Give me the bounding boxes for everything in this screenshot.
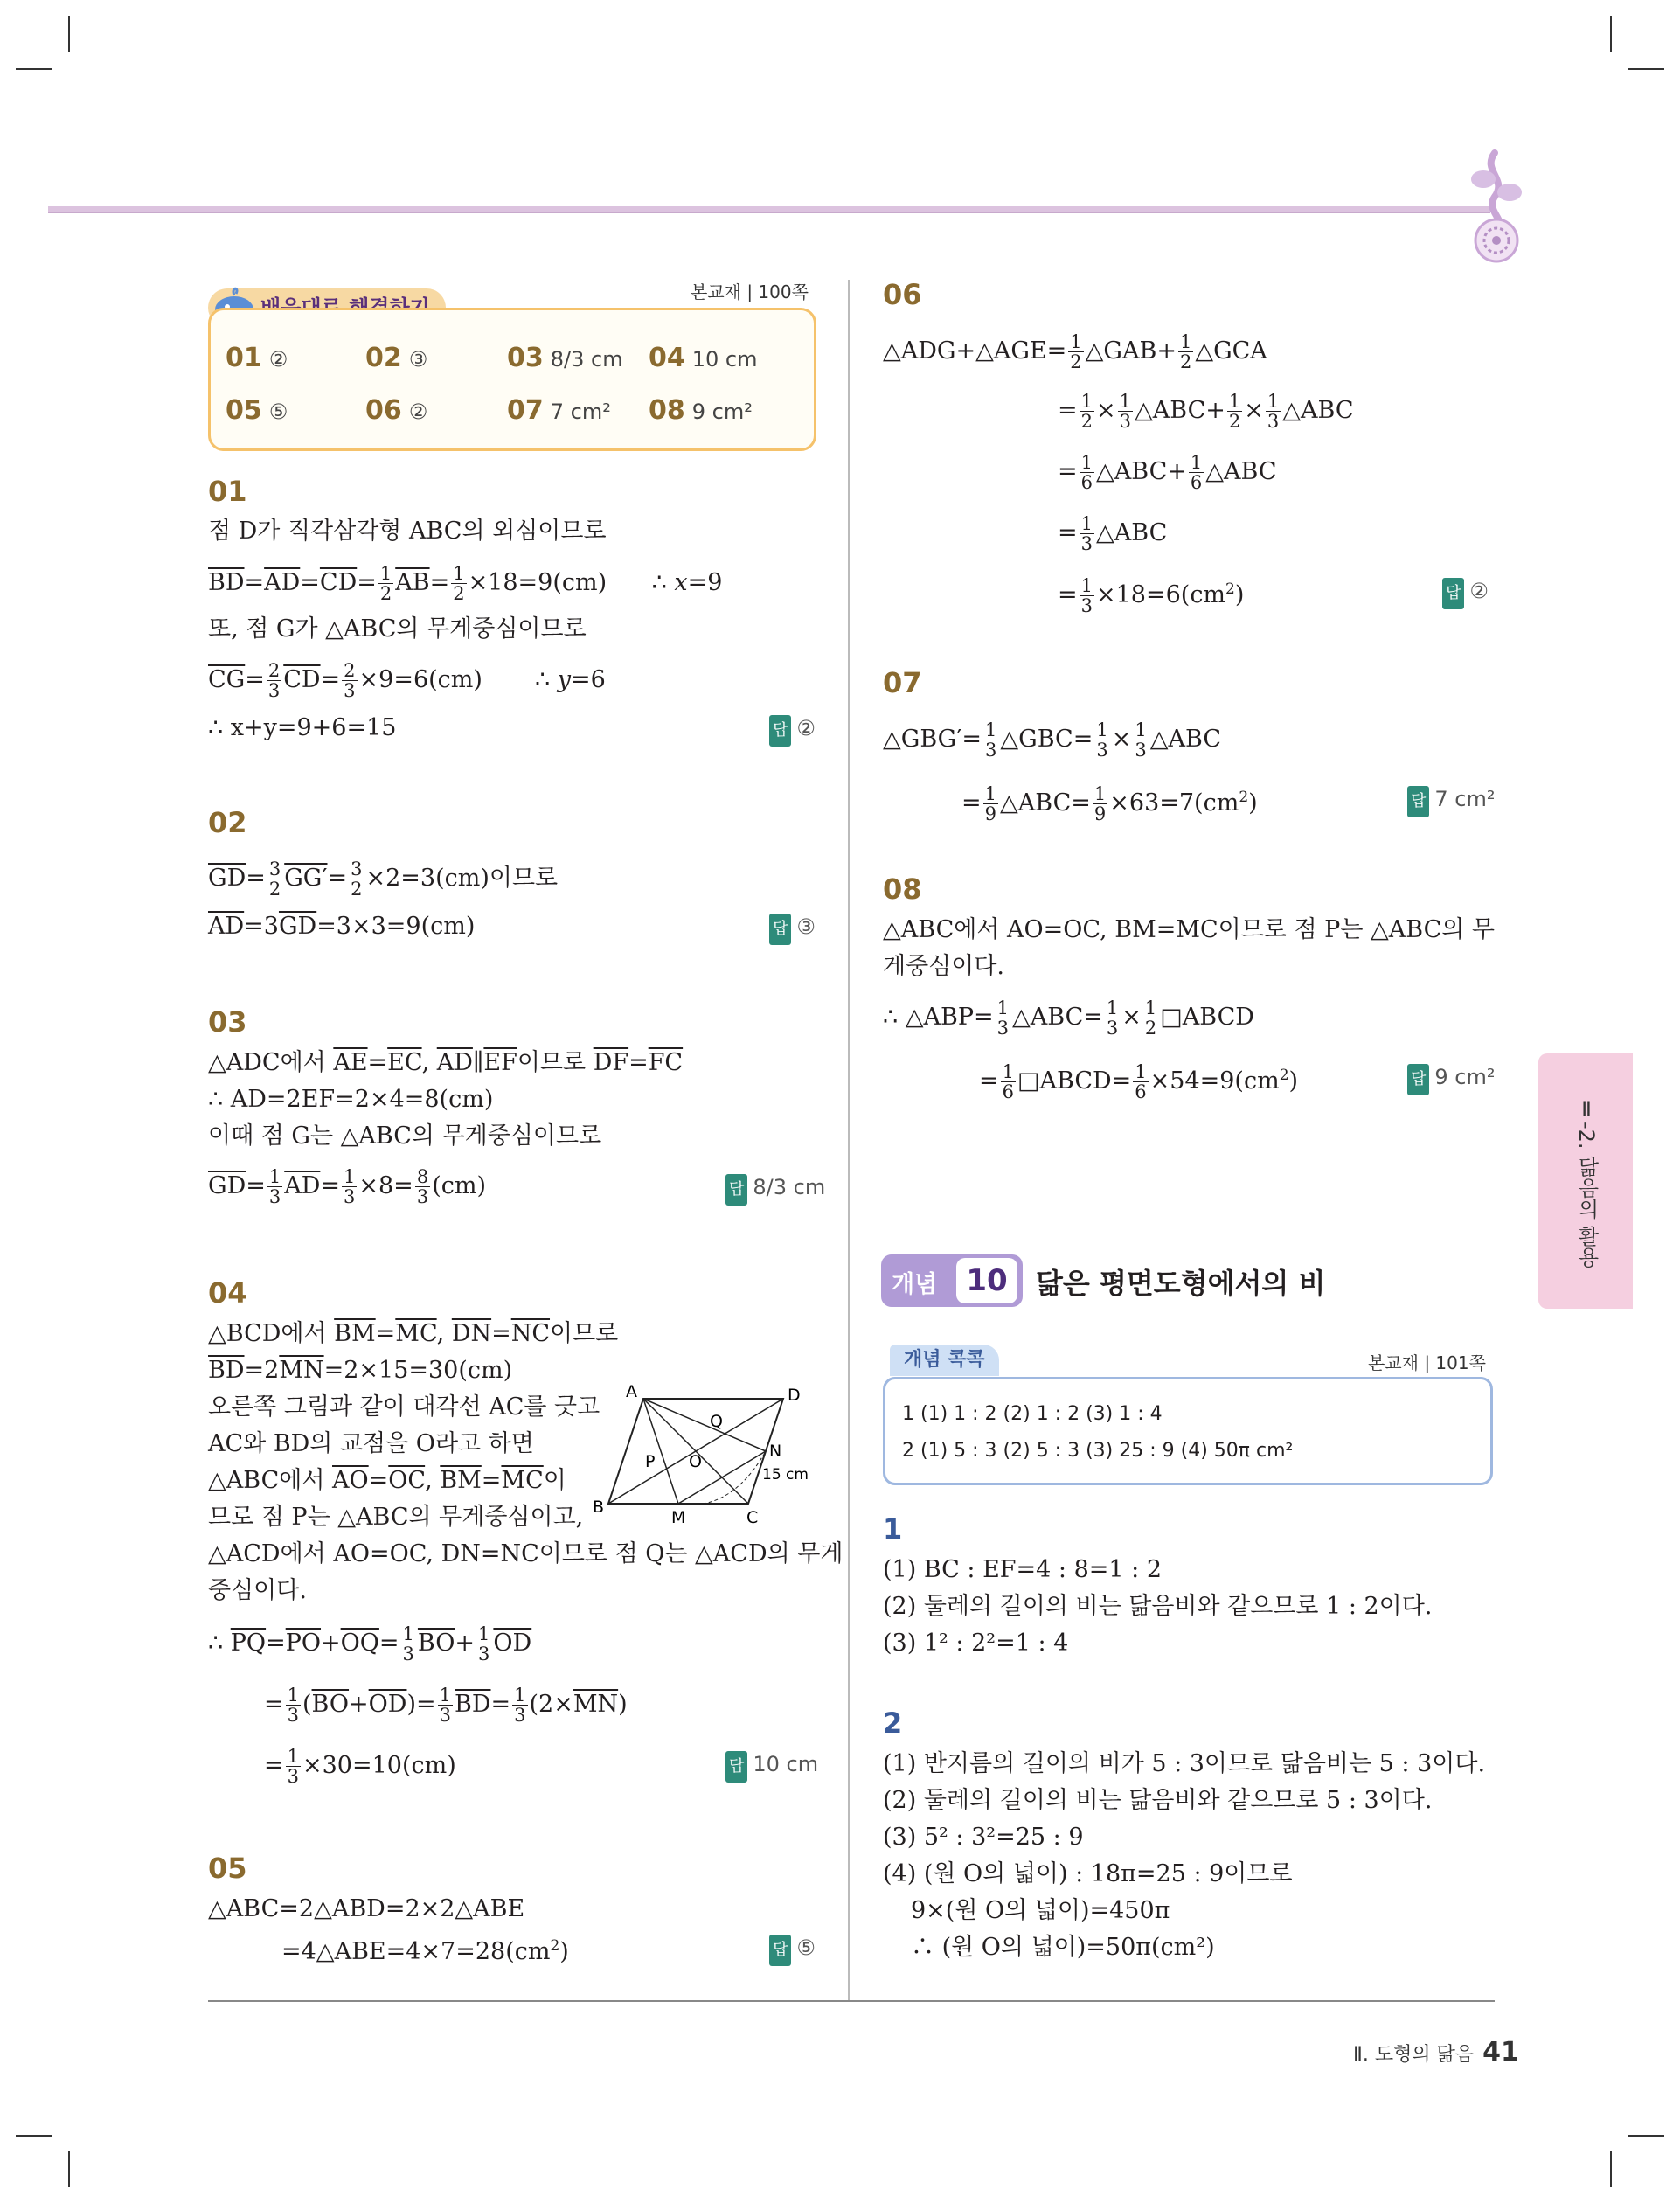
concept-answer-row: 2 (1) 5 : 3 (2) 5 : 3 (3) 25 : 9 (4) 50π cm² (902, 1440, 1294, 1462)
summary-item: 06 ② (365, 395, 428, 426)
formula-line: △GBG′= $\frac{1}{3}$ △GBC= $\frac{1}{3}$ × $\frac{1}{3}$ △ABC (883, 719, 1221, 761)
solution-line: △ACD에서 AO=OC, DN=NC이므로 점 Q는 △ACD의 무게 (208, 1540, 843, 1567)
solution-number: 06 (883, 278, 922, 311)
solution-line: (1) 반지름의 길이의 비가 5 : 3이므로 닮음비는 5 : 3이다. (883, 1750, 1486, 1777)
bottom-rule (208, 2000, 1495, 2002)
fig-label-a: A (626, 1382, 637, 1401)
crop-mark (68, 2151, 70, 2187)
answer-icon: 답 (769, 1935, 791, 1966)
formula-line: $\overline{AD}=3\overline{GD}=3\times 3=9(cm)$ (208, 913, 476, 940)
answer-icon: 답 (769, 715, 791, 747)
crop-mark (16, 68, 52, 70)
answer-mark: 답 ⑤ (769, 1932, 816, 1966)
answer-icon: 답 (1407, 1064, 1429, 1095)
concept-page-ref: 본교재 | 101쪽 (1368, 1352, 1486, 1373)
solution-line: ∴ (원 O의 넓이)=50π(cm²) (911, 1934, 1215, 1961)
solution-number: 02 (208, 806, 247, 839)
crop-mark (1628, 68, 1664, 70)
answer-mark: 답 7 cm² (1407, 783, 1495, 817)
page-number: 41 (1482, 2037, 1519, 2067)
summary-item: 04 10 cm (649, 343, 758, 373)
summary-item: 08 9 cm² (649, 395, 753, 426)
concept-badge (881, 1254, 1023, 1307)
formula-line: = $\frac{1}{2}$ × $\frac{1}{3}$ △ABC+ $\frac{1}{2}$ × $\frac{1}{3}$ △ABC (1058, 391, 1354, 432)
fig-label-o: O (689, 1452, 702, 1471)
solution-line: (4) (원 O의 넓이) : 18π=25 : 9이므로 (883, 1860, 1293, 1887)
solution-line: 오른쪽 그림과 같이 대각선 AC를 긋고 (208, 1393, 600, 1421)
formula-line: $\overline{BD}=\overline{AD}=\overline{CD}=$ $\frac{1}{2}$ $\overline{AB}=$ $\frac{1}{2}$ ×18=9(cm) ∴ x=9 (208, 563, 723, 604)
solution-line: 게중심이다. (883, 953, 1004, 980)
formula-line: ∴ $\overline{PQ}=\overline{PO}+\overline{OQ}=$ $\frac{1}{3}$ $\overline{BO}+$ $\frac{1}{3}$ $\overline{OD}$ (208, 1623, 532, 1664)
summary-item: 02 ③ (365, 343, 428, 373)
solution-line: AC와 BD의 교점을 O라고 하면 (208, 1430, 534, 1457)
header-rule-shadow (48, 212, 1490, 213)
answer-mark: 답 ③ (769, 911, 816, 945)
flower-ornament-icon (1455, 144, 1534, 267)
fig-label-c: C (746, 1508, 759, 1527)
fig-label-b: B (593, 1498, 605, 1517)
summary-answer-box (208, 308, 816, 451)
crop-mark (1610, 2151, 1612, 2187)
fig-length-label: 15 cm (762, 1466, 809, 1484)
fig-label-m: M (671, 1508, 686, 1527)
solution-line: (3) 1² : 2²=1 : 4 (883, 1630, 1069, 1657)
answer-icon: 답 (1407, 786, 1429, 817)
summary-item: 03 8/3 cm (507, 343, 623, 373)
solution-number: 03 (208, 1005, 247, 1039)
solution-line: ∴ x+y=9+6=15 (208, 714, 397, 741)
solution-line: 중심이다. (208, 1577, 307, 1604)
formula-line: $\overline{GD}=$ $\frac{3}{2}$ GG′= $\frac{3}{2}$ ×2=3(cm)이므로 (208, 858, 559, 900)
formula-line: = $\frac{1}{3}$ △ABC (1058, 513, 1168, 554)
summary-item: 07 7 cm² (507, 395, 611, 426)
solution-number: 07 (883, 666, 922, 699)
chapter-side-label: Ⅱ-2. 닮음의 활용 (1574, 1097, 1599, 1268)
solution-line: 점 D가 직각삼각형 ABC의 외심이므로 (208, 518, 607, 545)
answer-icon: 답 (1442, 578, 1464, 609)
fig-label-d: D (788, 1386, 801, 1405)
chapter-side-tab (1538, 1053, 1633, 1309)
formula-line: = $\frac{1}{6}$ □ABCD= $\frac{1}{6}$ $\times 54=9(cm^2)$ (979, 1061, 1299, 1102)
concept-title: 닮은 평면도형에서의 비 (1036, 1267, 1326, 1300)
solution-line: 이때 점 G는 △ABC의 무게중심이므로 (208, 1122, 602, 1150)
crop-mark (68, 16, 70, 52)
concept-answer-row: 1 (1) 1 : 2 (2) 1 : 2 (3) 1 : 4 (902, 1403, 1163, 1425)
solution-line: (1) BC : EF=4 : 8=1 : 2 (883, 1556, 1163, 1583)
solution-line: 9×(원 O의 넓이)=450π (911, 1897, 1170, 1924)
formula-line: △ABC에서 $\overline{AO}=\overline{OC}$, $\overline{BM}=\overline{MC}$이 (208, 1467, 566, 1494)
crop-mark (1628, 2135, 1664, 2137)
footer-chapter: Ⅱ. 도형의 닮음 (1353, 2044, 1475, 2066)
page-footer (1353, 2037, 1519, 2067)
concept-label: 개념 (892, 1271, 938, 1298)
formula-line: △ADG+△AGE= $\frac{1}{2}$ △GAB+ $\frac{1}{2}$ △GCA (883, 331, 1267, 372)
formula-line: ∴ △ABP= $\frac{1}{3}$ △ABC= $\frac{1}{3}$ × $\frac{1}{2}$ □ABCD (883, 997, 1254, 1039)
formula-line: $\overline{CG}=$ $\frac{2}{3}$ $\overline{CD}=$ $\frac{2}{3}$ ×9=6(cm) ∴ y=6 (208, 660, 606, 701)
answer-icon: 답 (725, 1751, 747, 1783)
formula-line: = $\frac{1}{3}$ $(\overline{BO}+\overline{OD})=$ $\frac{1}{3}$ $\overline{BD}=$ $\frac{1}{3}$ $(2\times\overline{MN})$ (264, 1685, 628, 1726)
fig-label-p: P (645, 1452, 656, 1471)
answer-icon: 답 (725, 1174, 747, 1206)
answer-icon: 답 (769, 914, 791, 945)
formula-line: = $\frac{1}{9}$ △ABC= $\frac{1}{9}$ $\times 63=7(cm^2)$ (961, 783, 1258, 824)
solution-number: 01 (208, 475, 247, 508)
summary-item: 01 ② (226, 343, 288, 373)
solution-line: (2) 둘레의 길이의 비는 닮음비와 같으므로 5 : 3이다. (883, 1787, 1433, 1814)
formula-line: = $\frac{1}{3}$ $\times 18=6(cm^2)$ (1058, 575, 1245, 616)
solution-line: △ABC에서 AO=OC, BM=MC이므로 점 P는 △ABC의 무 (883, 916, 1496, 943)
formula-line: △ADC에서 $\overline{AE}=\overline{EC}$, $\overline{AD}\parallel\overline{EF}$이므로 $\overline{DF}=\overline{FC}$ (208, 1049, 684, 1076)
summary-item: 05 ⑤ (226, 395, 288, 426)
solution-number: 04 (208, 1276, 247, 1310)
answer-mark: 답 ② (769, 712, 816, 747)
concept-check-badge: 개념 콕콕 (890, 1345, 999, 1376)
crop-mark (16, 2135, 52, 2137)
formula-line: = $\frac{1}{3}$ ×30=10(cm) (264, 1746, 456, 1787)
formula-line: △BCD에서 $\overline{BM}=\overline{MC}$, $\overline{DN}=\overline{NC}$이므로 (208, 1320, 619, 1347)
solution-number: 08 (883, 872, 922, 906)
problem-number: 2 (883, 1706, 903, 1740)
concept-number: 10 (956, 1258, 1017, 1303)
answer-mark: 답 ② (1442, 575, 1489, 609)
fig-label-q: Q (710, 1412, 723, 1431)
solution-line: 므로 점 P는 △ABC의 무게중심이고, (208, 1504, 584, 1531)
formula-line: $\overline{GD}=$ $\frac{1}{3}$ $\overline{AD}=$ $\frac{1}{3}$ ×8= $\frac{8}{3}$ (cm) (208, 1166, 486, 1207)
formula-line: $\overline{BD}=2\overline{MN}=2\times 15=30(cm)$ (208, 1357, 513, 1384)
formula-line: $=4\triangle ABE=4\times 7=28(cm^2)$ (281, 1937, 569, 1965)
solution-line: (2) 둘레의 길이의 비는 닮음비와 같으므로 1 : 2이다. (883, 1593, 1433, 1620)
crop-mark (1610, 16, 1612, 52)
formula-line: = $\frac{1}{6}$ △ABC+ $\frac{1}{6}$ △ABC (1058, 452, 1277, 493)
solution-line: (3) 5² : 3²=25 : 9 (883, 1824, 1084, 1851)
column-divider (848, 280, 850, 2002)
answer-mark: 답 10 cm (725, 1748, 818, 1783)
formula-line: △ABC=2△ABD=2×2△ABE (208, 1895, 525, 1922)
concept-answer-box (883, 1377, 1493, 1485)
summary-page-ref: 본교재 | 100쪽 (691, 281, 809, 302)
parallelogram-figure (591, 1381, 827, 1530)
fig-label-n: N (769, 1442, 782, 1461)
solution-line: ∴ AD=2EF=2×4=8(cm) (208, 1086, 494, 1113)
solution-number: 05 (208, 1852, 247, 1885)
answer-mark: 답 9 cm² (1407, 1061, 1495, 1095)
problem-number: 1 (883, 1512, 903, 1546)
answer-mark: 답 8/3 cm (725, 1171, 825, 1206)
solution-line: 또, 점 G가 △ABC의 무게중심이므로 (208, 615, 587, 643)
